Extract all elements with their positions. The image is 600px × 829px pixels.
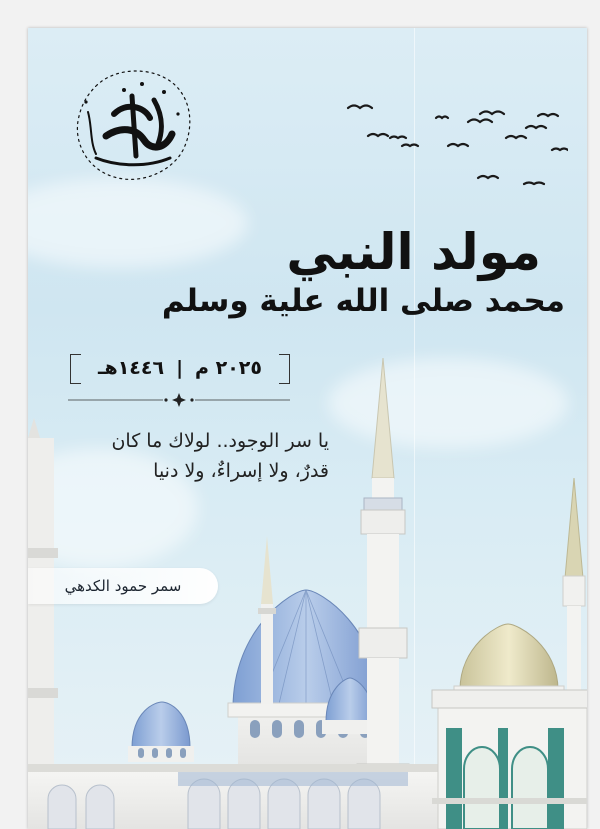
bracket-right [279,354,290,384]
cloud-shape [28,178,248,268]
poem-line-2: قدرٌ، ولا إسراءٌ، ولا دنيا [153,460,329,482]
date-separator: | [176,357,184,379]
page-title: مولد النبي [286,223,541,281]
date-hijri: ١٤٤٦هـ [98,357,165,379]
date-box [70,352,290,384]
page-subtitle: محمد صلى الله علية وسلم [161,283,565,319]
date-gregorian: ٢٠٢٥ م [195,357,262,379]
birds-flock [328,98,568,198]
author-badge [28,568,218,604]
bracket-left [70,354,81,384]
ornament-divider [68,393,290,407]
author-name: سمر حمود الكدهي [64,577,182,595]
poem-quote [69,426,329,486]
poster-page [28,28,587,829]
poem-line-1: يا سر الوجود.. لولاك ما كان [111,430,329,452]
muhammad-calligraphy-emblem [66,66,196,186]
